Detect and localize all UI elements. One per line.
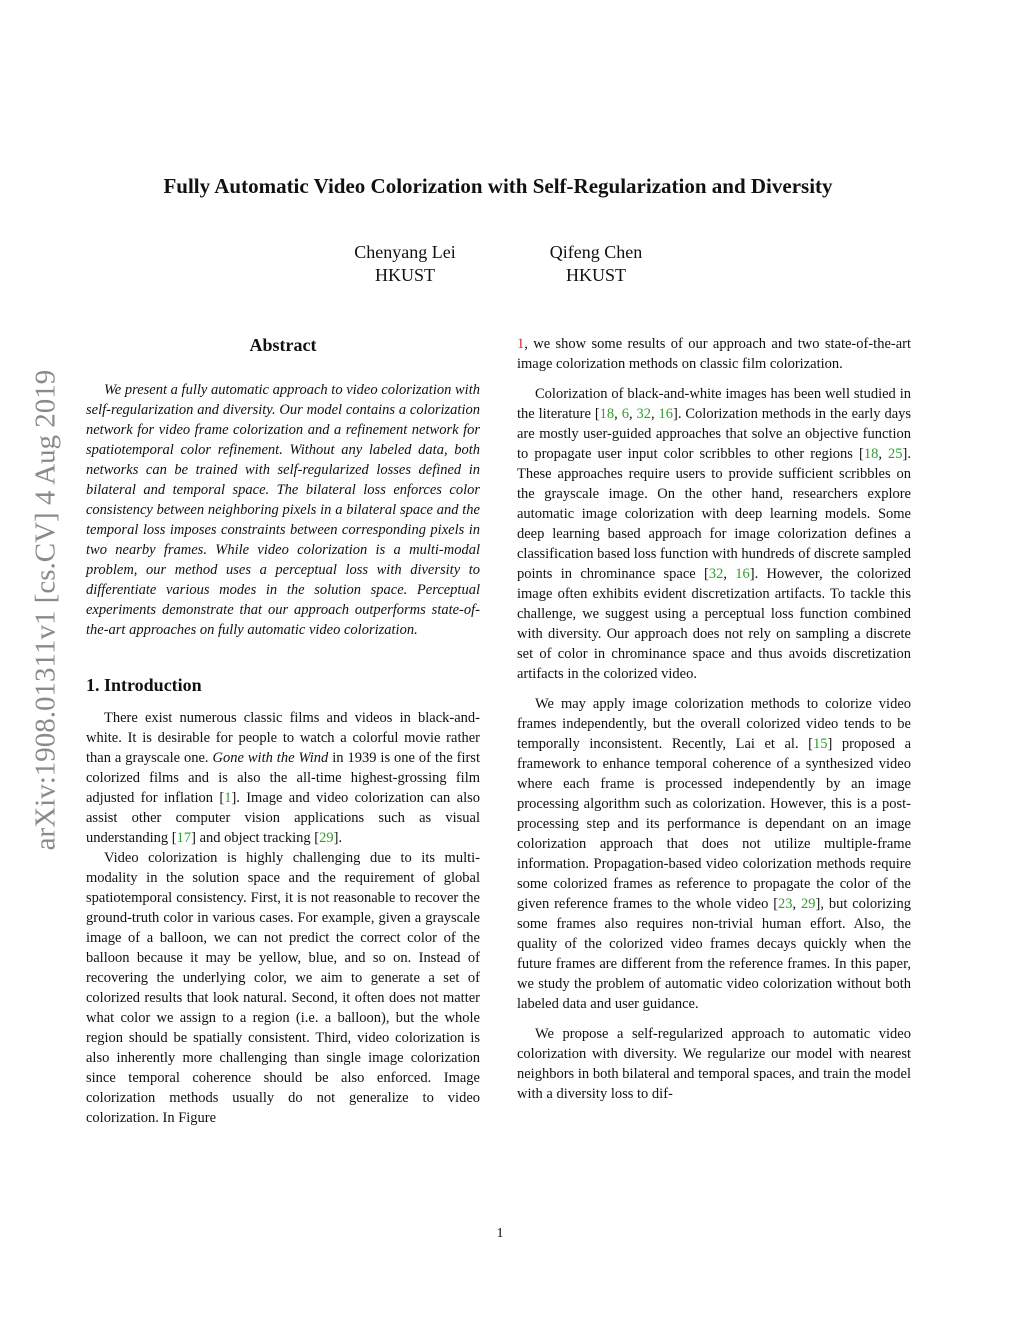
intro-paragraph-4: We may apply image colorization methods to colorize video frames independently, but the overall colorized video tends to be temporally inconsistent. Recently, Lai et al. [15] proposed a framework to enhance temporal coherence of a synthesized video where each frame is processed independently by an image processing algorithm such as colorization. However, this is a post-processing step and its performance is dependant on an image colorization approach that does not utilize multiple-frame information. Propagation-based video colorization methods require some colorized frames as reference to propagate the color of the given reference frames to the whole video [23, 29], but colorizing some frames also requires non-trivial human effort. Also, the quality of the colorized video frames decays quickly when the future frames are different from the reference frames. In this paper, we study the problem of automatic video colorization without both labeled data and user guidance. bbox=[517, 696, 911, 1012]
arxiv-identifier-text: arXiv:1908.01311v1 [cs.CV] 4 Aug 2019 bbox=[29, 369, 62, 851]
figure-reference-link[interactable]: 1 bbox=[517, 336, 525, 352]
section-heading-introduction: 1. Introduction bbox=[86, 675, 202, 695]
citation-link[interactable]: 18 bbox=[863, 446, 879, 462]
intro-paragraph-5: We propose a self-regularized approach to automatic video colorization with diversity. We regularize our model with nearest neighbors in both bilateral and temporal spaces, and train the model with a diversity loss to dif- bbox=[517, 1026, 911, 1102]
author-affiliation: HKUST bbox=[374, 265, 435, 285]
arxiv-identifier bbox=[28, 250, 64, 970]
abstract-text: We present a fully automatic approach to video colorization with self-regularization and diversity. Our model contains a colorization network for video frame colorization and a refinement network for spatiotemporal color refinement. Without any labeled data, both networks can be trained with self-regularized losses defined in bilateral and temporal space. The bilateral loss enforces color consistency between neighboring pixels in a bilateral space and the temporal loss imposes constraints between corresponding pixels in two nearby frames. While video colorization is a multi-modal problem, our method uses a perceptual loss with diversity to differentiate various modes in the solution space. Perceptual experiments demonstrate that our approach outperforms state-of-the-art approaches on fully automatic video colorization. bbox=[86, 382, 480, 638]
citation-link[interactable]: 32 bbox=[636, 406, 651, 422]
intro-paragraph-2-continued: 1, we show some results of our approach and two state-of-the-art image colorization methods on classic film colorization. bbox=[517, 336, 911, 372]
author-affiliation: HKUST bbox=[565, 265, 626, 285]
right-column bbox=[517, 334, 911, 1104]
author-name: Chenyang Lei bbox=[354, 242, 456, 262]
citation-link[interactable]: 32 bbox=[708, 566, 724, 582]
citation-link[interactable]: 16 bbox=[658, 406, 674, 422]
left-column bbox=[86, 334, 480, 1128]
author-block-1 bbox=[305, 241, 505, 287]
intro-paragraph-2: Video colorization is highly challenging due to its multi-modality in the solution space and the requirement of global spatiotemporal consistency. First, it is not reasonable to recover the ground-truth color in various cases. For example, given a grayscale image of a balloon, we can not predict the correct color of the balloon because it may be yellow, blue, and so on. Instead of recovering the underlying color, we aim to generate a set of colorized results that look natural. Second, it often does not matter what color we assign to a region (i.e. a balloon), but the whole region should be spatially consistent. Third, video colorization is also inherently more challenging than single image colorization since temporal coherence should be also enforced. Image colorization methods usually do not generalize to video colorization. In Figure bbox=[86, 850, 480, 1126]
citation-link[interactable]: 29 bbox=[801, 896, 816, 912]
citation-link[interactable]: 15 bbox=[812, 736, 828, 752]
citation-link[interactable]: 16 bbox=[735, 566, 750, 582]
citation-link[interactable]: 29 bbox=[319, 830, 334, 846]
author-name: Qifeng Chen bbox=[549, 242, 643, 262]
citation-link[interactable]: 25 bbox=[888, 446, 903, 462]
film-title: Gone with the Wind bbox=[212, 750, 329, 766]
citation-link[interactable]: 6 bbox=[621, 406, 629, 422]
page-number: 1 bbox=[496, 1226, 504, 1241]
intro-paragraph-1: There exist numerous classic films and videos in black-and-white. It is desirable for people to watch a colorful movie rather than a grayscale one. Gone with the Wind in 1939 is one of the first colorized films and is also the all-time highest-grossing film adjusted for inflation [1]. Image and video colorization can also assist other computer vision applications such as visual understanding [17] and object tracking [29]. bbox=[86, 710, 480, 846]
abstract-heading: Abstract bbox=[249, 335, 317, 355]
citation-link[interactable]: 23 bbox=[778, 896, 793, 912]
citation-link[interactable]: 17 bbox=[176, 830, 192, 846]
author-block-2 bbox=[496, 241, 696, 287]
intro-paragraph-3: Colorization of black-and-white images has been well studied in the literature [18, 6, 32, 16]. Colorization methods in the early days are mostly user-guided approaches that solve an objective function to propagate user input color scribbles to other regions [18, 25]. These approaches require users to provide sufficient scribbles on the grayscale image. On the other hand, researchers explore automatic image colorization with deep learning models. Some deep learning based approach for image colorization defines a classification based loss function with hundreds of discrete sampled points in chrominance space [32, 16]. However, the colorized image often exhibits evident discretization artifacts. To tackle this challenge, we suggest using a perceptual loss function combined with diversity. Our approach does not rely on sampling a discrete set of color in chrominance space and thus avoids discretization artifacts in the colorized video. bbox=[517, 386, 912, 682]
paper-title: Fully Automatic Video Colorization with Self-Regularization and Diversity bbox=[163, 174, 833, 198]
citation-link[interactable]: 18 bbox=[599, 406, 615, 422]
citation-link[interactable]: 1 bbox=[224, 790, 232, 806]
